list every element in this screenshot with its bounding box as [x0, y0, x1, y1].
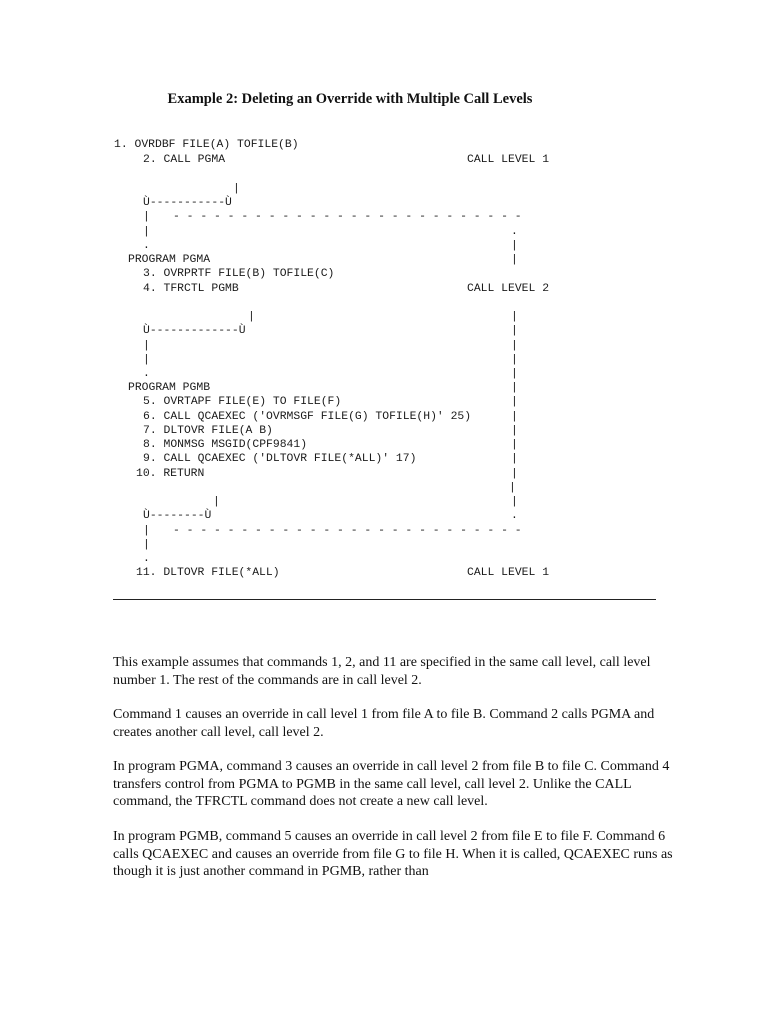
code-line: . — [511, 510, 518, 522]
code-line: | — [511, 368, 518, 380]
code-line: 10. RETURN — [136, 468, 205, 480]
code-line: 6. CALL QCAEXEC ('OVRMSGF FILE(G) TOFILE(H)' 25) — [143, 411, 472, 423]
paragraph: In program PGMB, command 5 causes an override in call level 2 from file E to file F. Command 6 calls QCAEXEC and causes an override from file G to file H. When it is called, QCAEXEC runs as though it is just another command in PGMB, rather than — [113, 829, 673, 879]
code-line: | — [511, 254, 518, 266]
code-line: Ù--------Ù — [143, 510, 212, 522]
code-line: 3. OVRPRTF FILE(B) TOFILE(C) — [143, 268, 335, 280]
code-line: | — [511, 496, 518, 508]
code-line: | — [248, 311, 255, 323]
code-line: | — [233, 183, 240, 195]
example-title: Example 2: Deleting an Override with Multiple Call Levels — [167, 91, 533, 107]
code-line: 8. MONMSG MSGID(CPF9841) — [143, 439, 308, 451]
call-level-label: CALL LEVEL 2 — [467, 283, 550, 295]
code-line: | — [143, 525, 150, 537]
program-label: PROGRAM PGMB — [128, 382, 211, 394]
code-line: | — [511, 411, 518, 423]
code-line: | — [143, 539, 150, 551]
level-divider: - - - - - - - - - - - - - - - - - - - - - - - - - - — [173, 211, 522, 223]
code-line: 11. DLTOVR FILE(*ALL) — [136, 567, 280, 579]
code-line: | — [511, 382, 518, 394]
paragraph: This example assumes that commands 1, 2, and 11 are specified in the same call level, call level number 1. The rest of the commands are in call level 2. — [113, 655, 651, 688]
code-line: | — [511, 396, 518, 408]
paragraph: Command 1 causes an override in call level 1 from file A to file B. Command 2 calls PGMA and creates another call level, call level 2. — [113, 707, 655, 740]
code-line: 1. OVRDBF FILE(A) TOFILE(B) — [114, 139, 299, 151]
code-line: Ù-----------Ù — [143, 197, 232, 209]
level-divider: - - - - - - - - - - - - - - - - - - - - - - - - - - — [173, 525, 522, 537]
code-line: 9. CALL QCAEXEC ('DLTOVR FILE(*ALL)' 17) — [143, 453, 417, 465]
code-line: | — [213, 496, 220, 508]
code-line: . — [511, 226, 518, 238]
code-line: Ù-------------Ù — [143, 325, 246, 337]
code-line: | — [511, 325, 518, 337]
code-line: | — [511, 240, 518, 252]
code-line: | — [511, 439, 518, 451]
code-line: 7. DLTOVR FILE(A B) — [143, 425, 273, 437]
code-line: | — [143, 226, 150, 238]
horizontal-rule — [113, 599, 656, 600]
code-line: . — [143, 553, 150, 565]
code-line: 5. OVRTAPF FILE(E) TO FILE(F) — [143, 396, 342, 408]
code-line: | — [143, 340, 150, 352]
call-level-label: CALL LEVEL 1 — [467, 567, 550, 579]
program-label: PROGRAM PGMA — [128, 254, 211, 266]
code-line: 4. TFRCTL PGMB — [143, 283, 239, 295]
code-line: | — [511, 354, 518, 366]
code-line: | — [143, 354, 150, 366]
code-line: | — [511, 311, 518, 323]
code-line: | — [511, 453, 518, 465]
paragraph: In program PGMA, command 3 causes an override in call level 2 from file B to file C. Command 4 transfers control from PGMA to PGMB in the same call level, call level 2. Unlike the CALL command, the TFRCTL command does not create a new call level. — [113, 759, 670, 809]
code-line: | — [511, 340, 518, 352]
code-line: | — [511, 468, 518, 480]
code-line: | — [143, 211, 150, 223]
code-line: | — [511, 425, 518, 437]
code-line: 2. CALL PGMA — [143, 154, 226, 166]
code-line: | — [509, 482, 516, 494]
call-level-label: CALL LEVEL 1 — [467, 154, 550, 166]
code-line: . — [143, 368, 150, 380]
code-line: . — [143, 240, 150, 252]
